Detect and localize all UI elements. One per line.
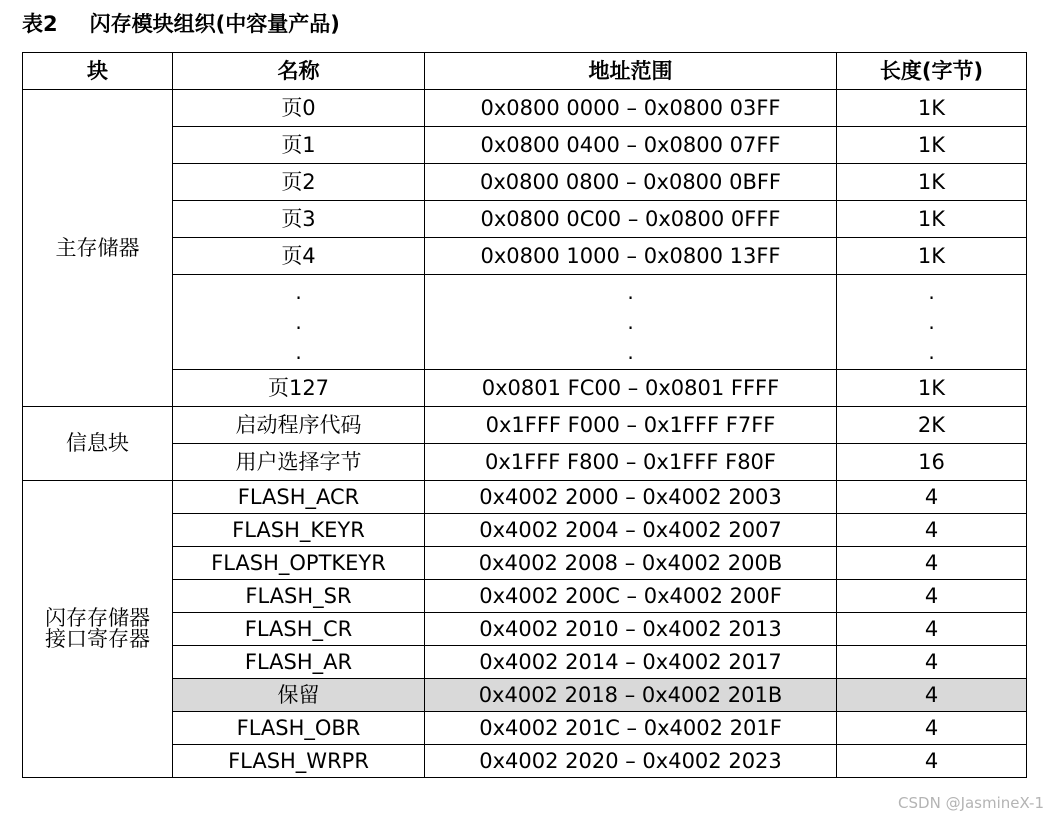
table-row [23, 547, 1027, 580]
row-name: 用户选择字节 [173, 444, 425, 481]
ellipsis-row [23, 275, 1027, 370]
table-row [23, 164, 1027, 201]
row-name: 启动程序代码 [173, 407, 425, 444]
row-range: 0x4002 2004 – 0x4002 2007 [425, 514, 837, 547]
block-flash-interface-registers [23, 481, 173, 778]
row-name: 页2 [173, 164, 425, 201]
row-name: FLASH_SR [173, 580, 425, 613]
header-name: 名称 [173, 53, 425, 90]
table-row [23, 481, 1027, 514]
row-name: 页1 [173, 127, 425, 164]
block-main-memory: 主存储器 [23, 90, 173, 407]
table-row [23, 238, 1027, 275]
ellipsis-dot: . [627, 310, 634, 334]
table-row [23, 370, 1027, 407]
ellipsis-dot: . [295, 280, 302, 304]
table-row [23, 580, 1027, 613]
header-row [23, 53, 1027, 90]
row-range: 0x0800 1000 – 0x0800 13FF [425, 238, 837, 275]
row-range: 0x4002 200C – 0x4002 200F [425, 580, 837, 613]
row-range: 0x4002 2008 – 0x4002 200B [425, 547, 837, 580]
row-name: 页3 [173, 201, 425, 238]
table-row [23, 712, 1027, 745]
row-range: 0x4002 2018 – 0x4002 201B [425, 679, 837, 712]
row-size: 4 [837, 547, 1027, 580]
table-row [23, 444, 1027, 481]
row-size: 4 [837, 613, 1027, 646]
ellipsis-dot: . [627, 280, 634, 304]
row-name: FLASH_OPTKEYR [173, 547, 425, 580]
row-range: 0x1FFF F000 – 0x1FFF F7FF [425, 407, 837, 444]
table-row [23, 407, 1027, 444]
row-size: 4 [837, 646, 1027, 679]
row-size: 1K [837, 201, 1027, 238]
row-size: 4 [837, 712, 1027, 745]
row-name: FLASH_AR [173, 646, 425, 679]
row-range: 0x1FFF F800 – 0x1FFF F80F [425, 444, 837, 481]
row-name: FLASH_WRPR [173, 745, 425, 778]
reserved-row [23, 679, 1027, 712]
row-name: FLASH_KEYR [173, 514, 425, 547]
header-length: 长度(字节) [837, 53, 1027, 90]
row-size: 4 [837, 745, 1027, 778]
row-name: FLASH_CR [173, 613, 425, 646]
row-name: FLASH_ACR [173, 481, 425, 514]
row-range: 0x0800 0400 – 0x0800 07FF [425, 127, 837, 164]
row-size: 4 [837, 481, 1027, 514]
row-name: 页4 [173, 238, 425, 275]
block-label-line: 闪存存储器 [45, 606, 150, 630]
block-information: 信息块 [23, 407, 173, 481]
row-name: 保留 [173, 679, 425, 712]
table-row [23, 613, 1027, 646]
ellipsis-dot: . [928, 310, 935, 334]
ellipsis-name [173, 275, 425, 370]
ellipsis-size [837, 275, 1027, 370]
row-name: 页127 [173, 370, 425, 407]
row-size: 1K [837, 127, 1027, 164]
row-range: 0x4002 2020 – 0x4002 2023 [425, 745, 837, 778]
ellipsis-dot: . [295, 340, 302, 364]
row-size: 1K [837, 238, 1027, 275]
ellipsis-dot: . [627, 340, 634, 364]
table-row [23, 201, 1027, 238]
row-size: 1K [837, 370, 1027, 407]
row-range: 0x0801 FC00 – 0x0801 FFFF [425, 370, 837, 407]
row-size: 4 [837, 679, 1027, 712]
table-title: 闪存模块组织(中容量产品) [89, 12, 340, 36]
header-block: 块 [23, 53, 173, 90]
block-label-line: 接口寄存器 [45, 627, 150, 651]
table-number: 表2 [22, 12, 58, 36]
row-size: 2K [837, 407, 1027, 444]
table-row [23, 745, 1027, 778]
row-size: 4 [837, 514, 1027, 547]
watermark: CSDN @JasmineX-1 [898, 794, 1044, 812]
row-range: 0x0800 0C00 – 0x0800 0FFF [425, 201, 837, 238]
table-row [23, 514, 1027, 547]
row-size: 1K [837, 90, 1027, 127]
row-size: 1K [837, 164, 1027, 201]
row-range: 0x4002 201C – 0x4002 201F [425, 712, 837, 745]
row-range: 0x0800 0000 – 0x0800 03FF [425, 90, 837, 127]
header-address-range: 地址范围 [425, 53, 837, 90]
row-name: FLASH_OBR [173, 712, 425, 745]
table-caption [22, 8, 340, 38]
ellipsis-dot: . [295, 310, 302, 334]
table-row [23, 646, 1027, 679]
row-range: 0x4002 2000 – 0x4002 2003 [425, 481, 837, 514]
row-range: 0x0800 0800 – 0x0800 0BFF [425, 164, 837, 201]
ellipsis-range [425, 275, 837, 370]
flash-module-table [22, 52, 1027, 778]
table-row [23, 127, 1027, 164]
table-row [23, 90, 1027, 127]
row-range: 0x4002 2014 – 0x4002 2017 [425, 646, 837, 679]
row-name: 页0 [173, 90, 425, 127]
row-size: 4 [837, 580, 1027, 613]
ellipsis-dot: . [928, 340, 935, 364]
ellipsis-dot: . [928, 280, 935, 304]
row-size: 16 [837, 444, 1027, 481]
row-range: 0x4002 2010 – 0x4002 2013 [425, 613, 837, 646]
